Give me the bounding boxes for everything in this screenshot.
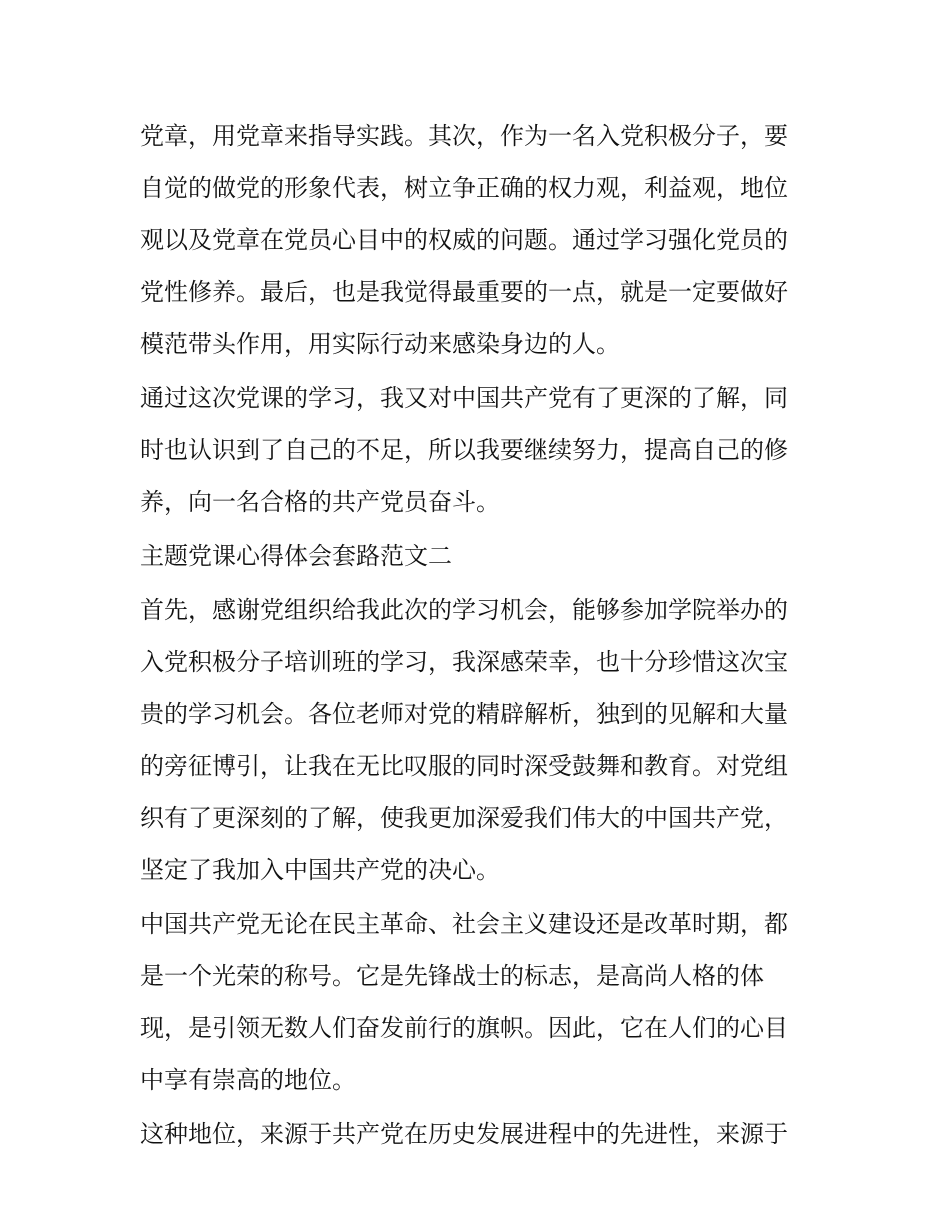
text-line: 这种地位，来源于共产党在历史发展进程中的先进性，来源于 — [140, 1120, 788, 1148]
text-line: 自觉的做党的形象代表，树立争正确的权力观，利益观，地位 — [140, 174, 788, 202]
text-line: 入党积极分子培训班的学习，我深感荣幸，也十分珍惜这次宝 — [140, 648, 788, 676]
text-line: 坚定了我加入中国共产党的决心。 — [140, 856, 500, 884]
heading-line: 主题党课心得体会套路范文二 — [140, 542, 452, 570]
text-line: 中享有崇高的地位。 — [140, 1066, 356, 1094]
paragraph-3 — [140, 584, 812, 896]
text-line: 党性修养。最后，也是我觉得最重要的一点，就是一定要做好 — [140, 278, 788, 306]
paragraph-2 — [140, 372, 812, 528]
paragraph-4 — [140, 898, 812, 1106]
text-line: 织有了更深刻的了解，使我更加深爱我们伟大的中国共产党， — [140, 804, 788, 832]
text-line: 现，是引领无数人们奋发前行的旗帜。因此，它在人们的心目 — [140, 1014, 788, 1042]
text-line: 是一个光荣的称号。它是先锋战士的标志，是高尚人格的体 — [140, 962, 764, 990]
text-line: 首先，感谢党组织给我此次的学习机会，能够参加学院举办的 — [140, 596, 788, 624]
document-body — [140, 110, 812, 1160]
text-line: 模范带头作用，用实际行动来感染身边的人。 — [140, 330, 620, 358]
text-line: 观以及党章在党员心目中的权威的问题。通过学习强化党员的 — [140, 226, 788, 254]
text-line: 党章，用党章来指导实践。其次，作为一名入党积极分子，要 — [140, 122, 788, 150]
text-line: 养，向一名合格的共产党员奋斗。 — [140, 488, 500, 516]
text-line: 通过这次党课的学习，我又对中国共产党有了更深的了解，同 — [140, 384, 788, 412]
text-line: 中国共产党无论在民主革命、社会主义建设还是改革时期，都 — [140, 910, 788, 938]
paragraph-1 — [140, 110, 812, 370]
paragraph-5 — [140, 1108, 812, 1160]
text-line: 的旁征博引，让我在无比叹服的同时深受鼓舞和教育。对党组 — [140, 752, 788, 780]
section-heading — [140, 530, 812, 582]
text-line: 贵的学习机会。各位老师对党的精辟解析，独到的见解和大量 — [140, 700, 788, 728]
text-line: 时也认识到了自己的不足，所以我要继续努力，提高自己的修 — [140, 436, 788, 464]
